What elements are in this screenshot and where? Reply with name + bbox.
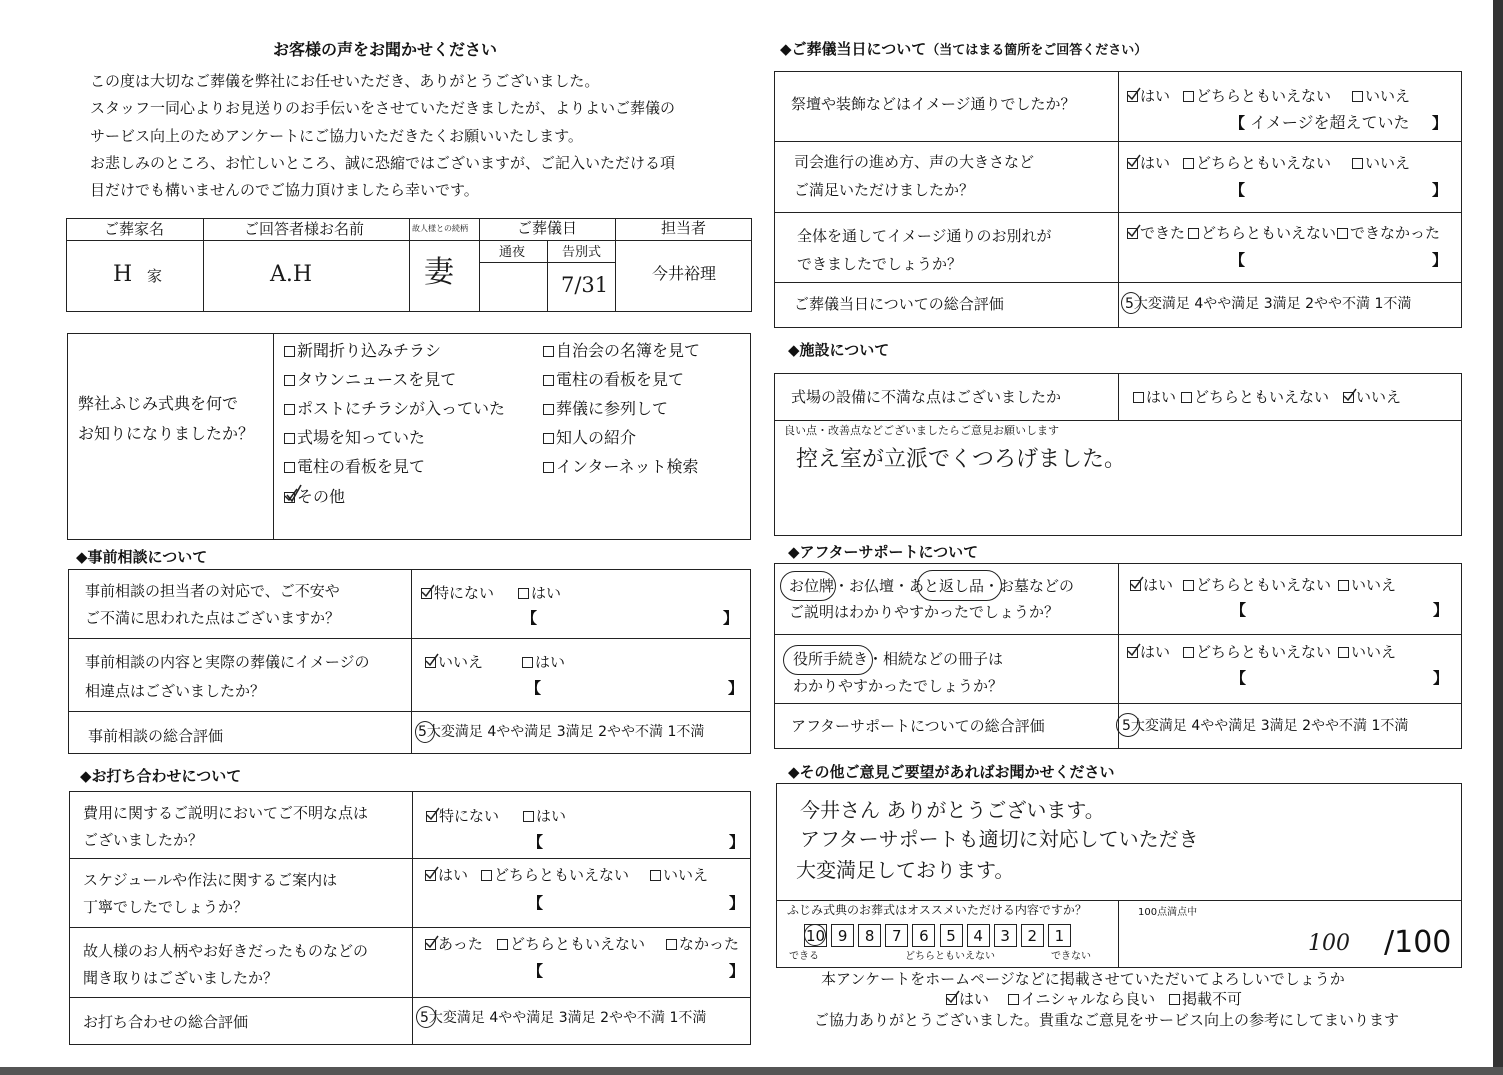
checkbox-icon[interactable] bbox=[518, 588, 529, 599]
score-total: /100 bbox=[1384, 925, 1452, 960]
checkbox-icon[interactable] bbox=[522, 657, 533, 668]
checkbox-icon[interactable] bbox=[1181, 392, 1192, 403]
scale-box[interactable]: 7 bbox=[885, 924, 908, 947]
comment-bracket: 【 bbox=[1230, 251, 1246, 269]
question-text: 丁寧でしたでしょうか？ bbox=[83, 898, 249, 916]
intro-line: 目だけでも構いませんのでご協力頂けましたら幸いです。 bbox=[90, 181, 479, 199]
family-name-label: ご葬家名 bbox=[104, 220, 165, 238]
checkbox-icon[interactable] bbox=[543, 404, 554, 415]
source-option[interactable]: ポストにチラシが入っていた bbox=[284, 401, 505, 417]
source-option[interactable]: 電柱の看板を見て bbox=[543, 372, 684, 388]
comment-bracket: 【 bbox=[528, 833, 544, 851]
check-mark-icon bbox=[426, 807, 440, 821]
meeting-heading: ◆お打ち合わせについて bbox=[80, 767, 242, 785]
publish-option[interactable]: イニシャルなら良い bbox=[1008, 992, 1155, 1007]
checkbox-icon[interactable] bbox=[1008, 994, 1019, 1005]
family-suffix: 家 bbox=[147, 267, 163, 285]
question-text: 役所手続き・相続などの冊子は bbox=[793, 650, 1004, 668]
answer-option[interactable]: できなかった bbox=[1337, 226, 1440, 241]
answer-option[interactable]: 特にない bbox=[421, 586, 494, 601]
answer-option[interactable]: いいえ bbox=[1338, 645, 1396, 660]
answer-option[interactable]: どちらともいえない bbox=[1183, 645, 1331, 660]
checkbox-icon[interactable] bbox=[481, 870, 492, 881]
comment-bracket: 】 bbox=[1432, 251, 1448, 269]
question-text: ご説明はわかりやすかったでしょうか？ bbox=[789, 603, 1060, 621]
checkbox-icon[interactable] bbox=[284, 433, 295, 444]
question-text: お位牌・お仏壇・あと返し品・お墓などの bbox=[789, 577, 1075, 595]
checkbox-icon[interactable] bbox=[523, 811, 534, 822]
answer-option[interactable]: はい bbox=[518, 586, 561, 601]
checkbox-icon[interactable] bbox=[1183, 91, 1194, 102]
thanks-text: ご協力ありがとうございました。貴重なご意見をサービス向上の参考にしてまいります bbox=[814, 1011, 1400, 1029]
checkbox-icon[interactable] bbox=[284, 404, 295, 415]
comment-bracket: 【 bbox=[1231, 669, 1247, 687]
answer-option[interactable]: どちらともいえない bbox=[1183, 156, 1331, 171]
handwritten-comment: 今井さん ありがとうございます。 bbox=[800, 798, 1105, 822]
respondent-name: A.H bbox=[270, 262, 313, 287]
comment-bracket: 】 bbox=[729, 962, 745, 980]
scale-box[interactable]: 5 bbox=[940, 924, 963, 947]
scale-box[interactable]: 10 bbox=[804, 924, 827, 947]
check-mark-icon bbox=[1127, 224, 1141, 238]
question-text: ご葬儀当日についての総合評価 bbox=[794, 295, 1004, 313]
question-text: 事前相談の担当者の対応で、ご不安や bbox=[85, 582, 340, 600]
relation-value: 妻 bbox=[424, 255, 454, 290]
check-mark-icon bbox=[285, 484, 303, 504]
comment-bracket: 】 bbox=[723, 609, 739, 627]
circled-item bbox=[780, 571, 836, 601]
source-question: お知りになりましたか？ bbox=[78, 424, 255, 443]
intro-line: お悲しみのところ、お忙しいところ、誠に恐縮ではございますが、ご記入いただける項 bbox=[90, 154, 676, 172]
comment-bracket: 【 bbox=[528, 894, 544, 912]
scale-box[interactable]: 1 bbox=[1048, 924, 1071, 947]
question-text: 祭壇や装飾などはイメージ通りでしたか？ bbox=[791, 95, 1076, 113]
circled-item bbox=[783, 645, 873, 675]
meeting-table bbox=[69, 791, 751, 1045]
source-option[interactable]: 電柱の看板を見て bbox=[284, 459, 425, 475]
question-text: アフターサポートについての総合評価 bbox=[791, 717, 1045, 735]
comment-bracket: 】 bbox=[728, 679, 744, 697]
selected-rating-circle bbox=[1121, 292, 1141, 314]
checkbox-icon[interactable] bbox=[1183, 580, 1194, 591]
other-heading: ◆その他ご意見ご要望があればお聞かせください bbox=[788, 763, 1115, 781]
checkbox-icon[interactable] bbox=[543, 433, 554, 444]
ceremony-label: 告別式 bbox=[562, 245, 602, 260]
publish-option[interactable]: はい bbox=[946, 992, 989, 1007]
question-text: ご満足いただけましたか？ bbox=[794, 181, 975, 199]
after-support-heading: ◆アフターサポートについて bbox=[788, 543, 979, 561]
scale-box[interactable]: 2 bbox=[1021, 924, 1044, 947]
handwritten-comment: アフターサポートも適切に対応していただき bbox=[800, 827, 1199, 851]
answer-option[interactable]: いいえ bbox=[1338, 578, 1396, 593]
source-option[interactable]: タウンニュースを見て bbox=[284, 372, 456, 388]
intro-line: この度は大切なご葬儀を弊社にお任せいただき、ありがとうございました。 bbox=[90, 72, 600, 90]
rating-scale[interactable]: 5大変満足 4やや満足 3満足 2やや不満 1不満 bbox=[420, 1010, 707, 1026]
check-mark-icon bbox=[425, 935, 439, 949]
check-mark-icon bbox=[425, 866, 439, 880]
source-option[interactable]: 葬儀に参列して bbox=[543, 401, 668, 417]
scale-box[interactable]: 3 bbox=[994, 924, 1017, 947]
selected-scale-circle bbox=[804, 924, 826, 946]
score-value: 100 bbox=[1308, 931, 1350, 956]
checked-box-icon[interactable] bbox=[426, 811, 437, 822]
checkbox-icon[interactable] bbox=[1337, 228, 1348, 239]
scan-edge bbox=[0, 1067, 1503, 1075]
question-text: 費用に関するご説明においてご不明な点は bbox=[83, 804, 369, 822]
comment-bracket: 】 bbox=[729, 894, 745, 912]
selected-rating-circle bbox=[1116, 713, 1140, 737]
checkbox-icon[interactable] bbox=[543, 462, 554, 473]
checkbox-icon[interactable] bbox=[1352, 158, 1363, 169]
checked-box-icon[interactable] bbox=[1130, 580, 1141, 591]
question-text: 事前相談の総合評価 bbox=[88, 727, 224, 745]
answer-option[interactable]: いいえ bbox=[1352, 156, 1410, 171]
respondent-label: ご回答者様お名前 bbox=[244, 220, 365, 238]
rating-scale[interactable]: 5大変満足 4やや満足 3満足 2やや不満 1不満 bbox=[1125, 296, 1412, 312]
checkbox-icon[interactable] bbox=[284, 375, 295, 386]
check-mark-icon bbox=[1127, 154, 1141, 168]
check-mark-icon bbox=[425, 653, 439, 667]
question-text: 式場の設備に不満な点はございましたか bbox=[791, 388, 1062, 406]
scale-label: できる bbox=[789, 951, 819, 962]
ceremony-date: 7/31 bbox=[561, 273, 609, 297]
question-text: 事前相談の内容と実際の葬儀にイメージの bbox=[85, 653, 370, 671]
checkbox-icon[interactable] bbox=[284, 346, 295, 357]
answer-option[interactable]: いいえ bbox=[650, 868, 708, 883]
answer-option[interactable]: はい bbox=[1133, 390, 1176, 405]
checkbox-icon[interactable] bbox=[1188, 228, 1199, 239]
comment-bracket: 【 bbox=[1231, 601, 1247, 619]
comment-bracket: 】 bbox=[729, 833, 745, 851]
intro-line: サービス向上のためアンケートにご協力いただきたくお願いいたします。 bbox=[90, 127, 583, 145]
check-mark-icon bbox=[946, 990, 960, 1004]
checkbox-icon[interactable] bbox=[1183, 158, 1194, 169]
scale-box[interactable]: 6 bbox=[912, 924, 935, 947]
answer-option[interactable]: はい bbox=[1127, 645, 1170, 660]
comment-bracket: 【 bbox=[1230, 181, 1246, 199]
question-text: できましたでしょうか？ bbox=[797, 255, 963, 273]
source-option[interactable]: 式場を知っていた bbox=[284, 430, 425, 446]
checked-box-icon[interactable] bbox=[425, 939, 436, 950]
handwritten-comment: 大変満足しております。 bbox=[796, 858, 1015, 882]
scale-box[interactable]: 4 bbox=[967, 924, 990, 947]
rating-scale[interactable]: 5大変満足 4やや満足 3満足 2やや不満 1不満 bbox=[1122, 718, 1409, 734]
answer-option[interactable]: いいえ bbox=[1352, 89, 1410, 104]
answer-option[interactable]: いいえ bbox=[425, 655, 483, 670]
staff-name: 今井裕理 bbox=[652, 264, 717, 283]
question-text: 全体を通してイメージ通りのお別れが bbox=[797, 227, 1052, 245]
selected-rating-circle bbox=[416, 1006, 436, 1028]
check-mark-icon bbox=[1127, 643, 1141, 657]
intro-line: スタッフ一同心よりお見送りのお手伝いをさせていただきましたが、よりよいご葬儀の bbox=[90, 99, 676, 117]
comment-bracket: 】 bbox=[1432, 114, 1448, 132]
checkbox-icon[interactable] bbox=[1169, 994, 1180, 1005]
checkbox-icon[interactable] bbox=[1183, 647, 1194, 658]
scale-label: どちらともいえない bbox=[905, 951, 995, 962]
scale-label: できない bbox=[1051, 951, 1091, 962]
answer-option[interactable]: できた bbox=[1127, 226, 1185, 241]
scan-edge bbox=[1493, 0, 1503, 1075]
funeral-day-heading: ◆ご葬儀当日について（当てはまる箇所をご回答ください） bbox=[780, 40, 1148, 58]
answer-option[interactable]: どちらともいえない bbox=[1181, 390, 1329, 405]
recommend-question: ふじみ式典のお葬式はオススメいただける内容ですか？ bbox=[787, 903, 1087, 917]
comment-bracket: 】 bbox=[1433, 669, 1449, 687]
source-option[interactable]: 自治会の名簿を見て bbox=[543, 343, 700, 359]
question-text: 相違点はございましたか？ bbox=[85, 682, 266, 700]
check-mark-icon bbox=[1130, 576, 1144, 590]
answer-option[interactable]: どちらともいえない bbox=[1183, 578, 1331, 593]
check-mark-icon bbox=[1343, 388, 1357, 402]
selected-rating-circle bbox=[415, 721, 435, 743]
check-mark-icon bbox=[1127, 87, 1141, 101]
family-name-value: H bbox=[113, 262, 133, 287]
question-text: ご不満に思われた点はございますか？ bbox=[85, 609, 341, 627]
checkbox-icon[interactable] bbox=[543, 346, 554, 357]
source-option[interactable]: インターネット検索 bbox=[543, 459, 699, 475]
answer-option[interactable]: あった bbox=[425, 937, 483, 952]
checkbox-icon[interactable] bbox=[1338, 647, 1349, 658]
question-text: わかりやすかったでしょうか？ bbox=[793, 677, 1004, 695]
comment-bracket: 】 bbox=[1432, 181, 1448, 199]
staff-label: 担当者 bbox=[661, 219, 707, 237]
checked-box-icon[interactable] bbox=[425, 657, 436, 668]
answer-option[interactable]: はい bbox=[523, 809, 566, 824]
question-text: 故人様のお人柄やお好きだったものなどの bbox=[83, 942, 369, 960]
answer-option[interactable]: はい bbox=[1127, 89, 1170, 104]
relation-label: 故人様との続柄 bbox=[412, 224, 468, 233]
answer-option[interactable]: どちらともいえない bbox=[1188, 226, 1336, 241]
checked-box-icon[interactable] bbox=[946, 994, 957, 1005]
handwritten-comment: イメージを超えていた bbox=[1250, 113, 1410, 132]
checkbox-icon[interactable] bbox=[543, 375, 554, 386]
source-option[interactable]: 新聞折り込みチラシ bbox=[284, 343, 441, 359]
funeral-date-label: ご葬儀日 bbox=[517, 219, 578, 237]
question-text: 聞き取りはございましたか？ bbox=[83, 969, 279, 987]
checked-box-icon[interactable] bbox=[421, 588, 432, 599]
source-option[interactable]: 知人の紹介 bbox=[543, 430, 636, 446]
answer-option[interactable]: はい bbox=[522, 655, 565, 670]
source-option-checked[interactable]: その他 bbox=[284, 489, 345, 505]
source-question: 弊社ふじみ式典を何で bbox=[78, 394, 239, 413]
checkbox-icon[interactable] bbox=[1352, 91, 1363, 102]
answer-option[interactable]: なかった bbox=[666, 937, 739, 952]
rating-scale[interactable]: 5大変満足 4やや満足 3満足 2やや不満 1不満 bbox=[418, 724, 705, 740]
checked-box-icon[interactable] bbox=[1127, 647, 1138, 658]
answer-option[interactable]: どちらともいえない bbox=[497, 937, 645, 952]
comment-bracket: 【 bbox=[522, 609, 538, 627]
checked-box-icon[interactable] bbox=[425, 870, 436, 881]
answer-option[interactable]: 特にない bbox=[426, 809, 499, 824]
checked-box-icon[interactable] bbox=[1127, 91, 1138, 102]
handwritten-comment: 控え室が立派でくつろげました。 bbox=[796, 447, 1127, 472]
comment-bracket: 【 bbox=[1230, 114, 1246, 132]
publish-option[interactable]: 掲載不可 bbox=[1169, 992, 1242, 1007]
question-text: ございましたか？ bbox=[83, 831, 204, 849]
scale-box[interactable]: 9 bbox=[831, 924, 854, 947]
answer-option[interactable]: どちらともいえない bbox=[1183, 89, 1331, 104]
page-title: お客様の声をお聞かせください bbox=[273, 40, 498, 59]
checkbox-icon[interactable] bbox=[1338, 580, 1349, 591]
publish-question: 本アンケートをホームページなどに掲載させていただいてよろしいでしょうか bbox=[821, 970, 1345, 988]
answer-option[interactable]: はい bbox=[425, 868, 468, 883]
checked-box-icon[interactable] bbox=[1127, 228, 1138, 239]
question-text: 司会進行の進め方、声の大きさなど bbox=[794, 153, 1035, 171]
pre-consult-heading: ◆事前相談について bbox=[76, 548, 208, 566]
checkbox-icon[interactable] bbox=[666, 939, 677, 950]
wake-label: 通夜 bbox=[499, 245, 526, 260]
facility-note: 良い点・改善点などございましたらご意見お願いします bbox=[784, 424, 1059, 437]
answer-option[interactable]: どちらともいえない bbox=[481, 868, 629, 883]
answer-option[interactable]: はい bbox=[1130, 578, 1173, 593]
checkbox-icon[interactable] bbox=[497, 939, 508, 950]
comment-bracket: 】 bbox=[1433, 601, 1449, 619]
score-label: 100点満点中 bbox=[1138, 907, 1198, 918]
facility-heading: ◆施設について bbox=[788, 341, 890, 359]
checked-box-icon[interactable] bbox=[1127, 158, 1138, 169]
circled-item bbox=[917, 570, 1002, 601]
question-text: お打ち合わせの総合評価 bbox=[83, 1013, 249, 1031]
checked-box-icon[interactable] bbox=[1343, 392, 1354, 403]
answer-option[interactable]: いいえ bbox=[1343, 390, 1401, 405]
checkbox-icon[interactable] bbox=[284, 462, 295, 473]
comment-bracket: 【 bbox=[528, 962, 544, 980]
scale-box[interactable]: 8 bbox=[858, 924, 881, 947]
checkbox-icon[interactable] bbox=[1133, 392, 1144, 403]
answer-option[interactable]: はい bbox=[1127, 156, 1170, 171]
question-text: スケジュールや作法に関するご案内は bbox=[83, 871, 338, 889]
comment-bracket: 【 bbox=[526, 679, 542, 697]
check-mark-icon bbox=[421, 584, 435, 598]
checkbox-icon[interactable] bbox=[650, 870, 661, 881]
